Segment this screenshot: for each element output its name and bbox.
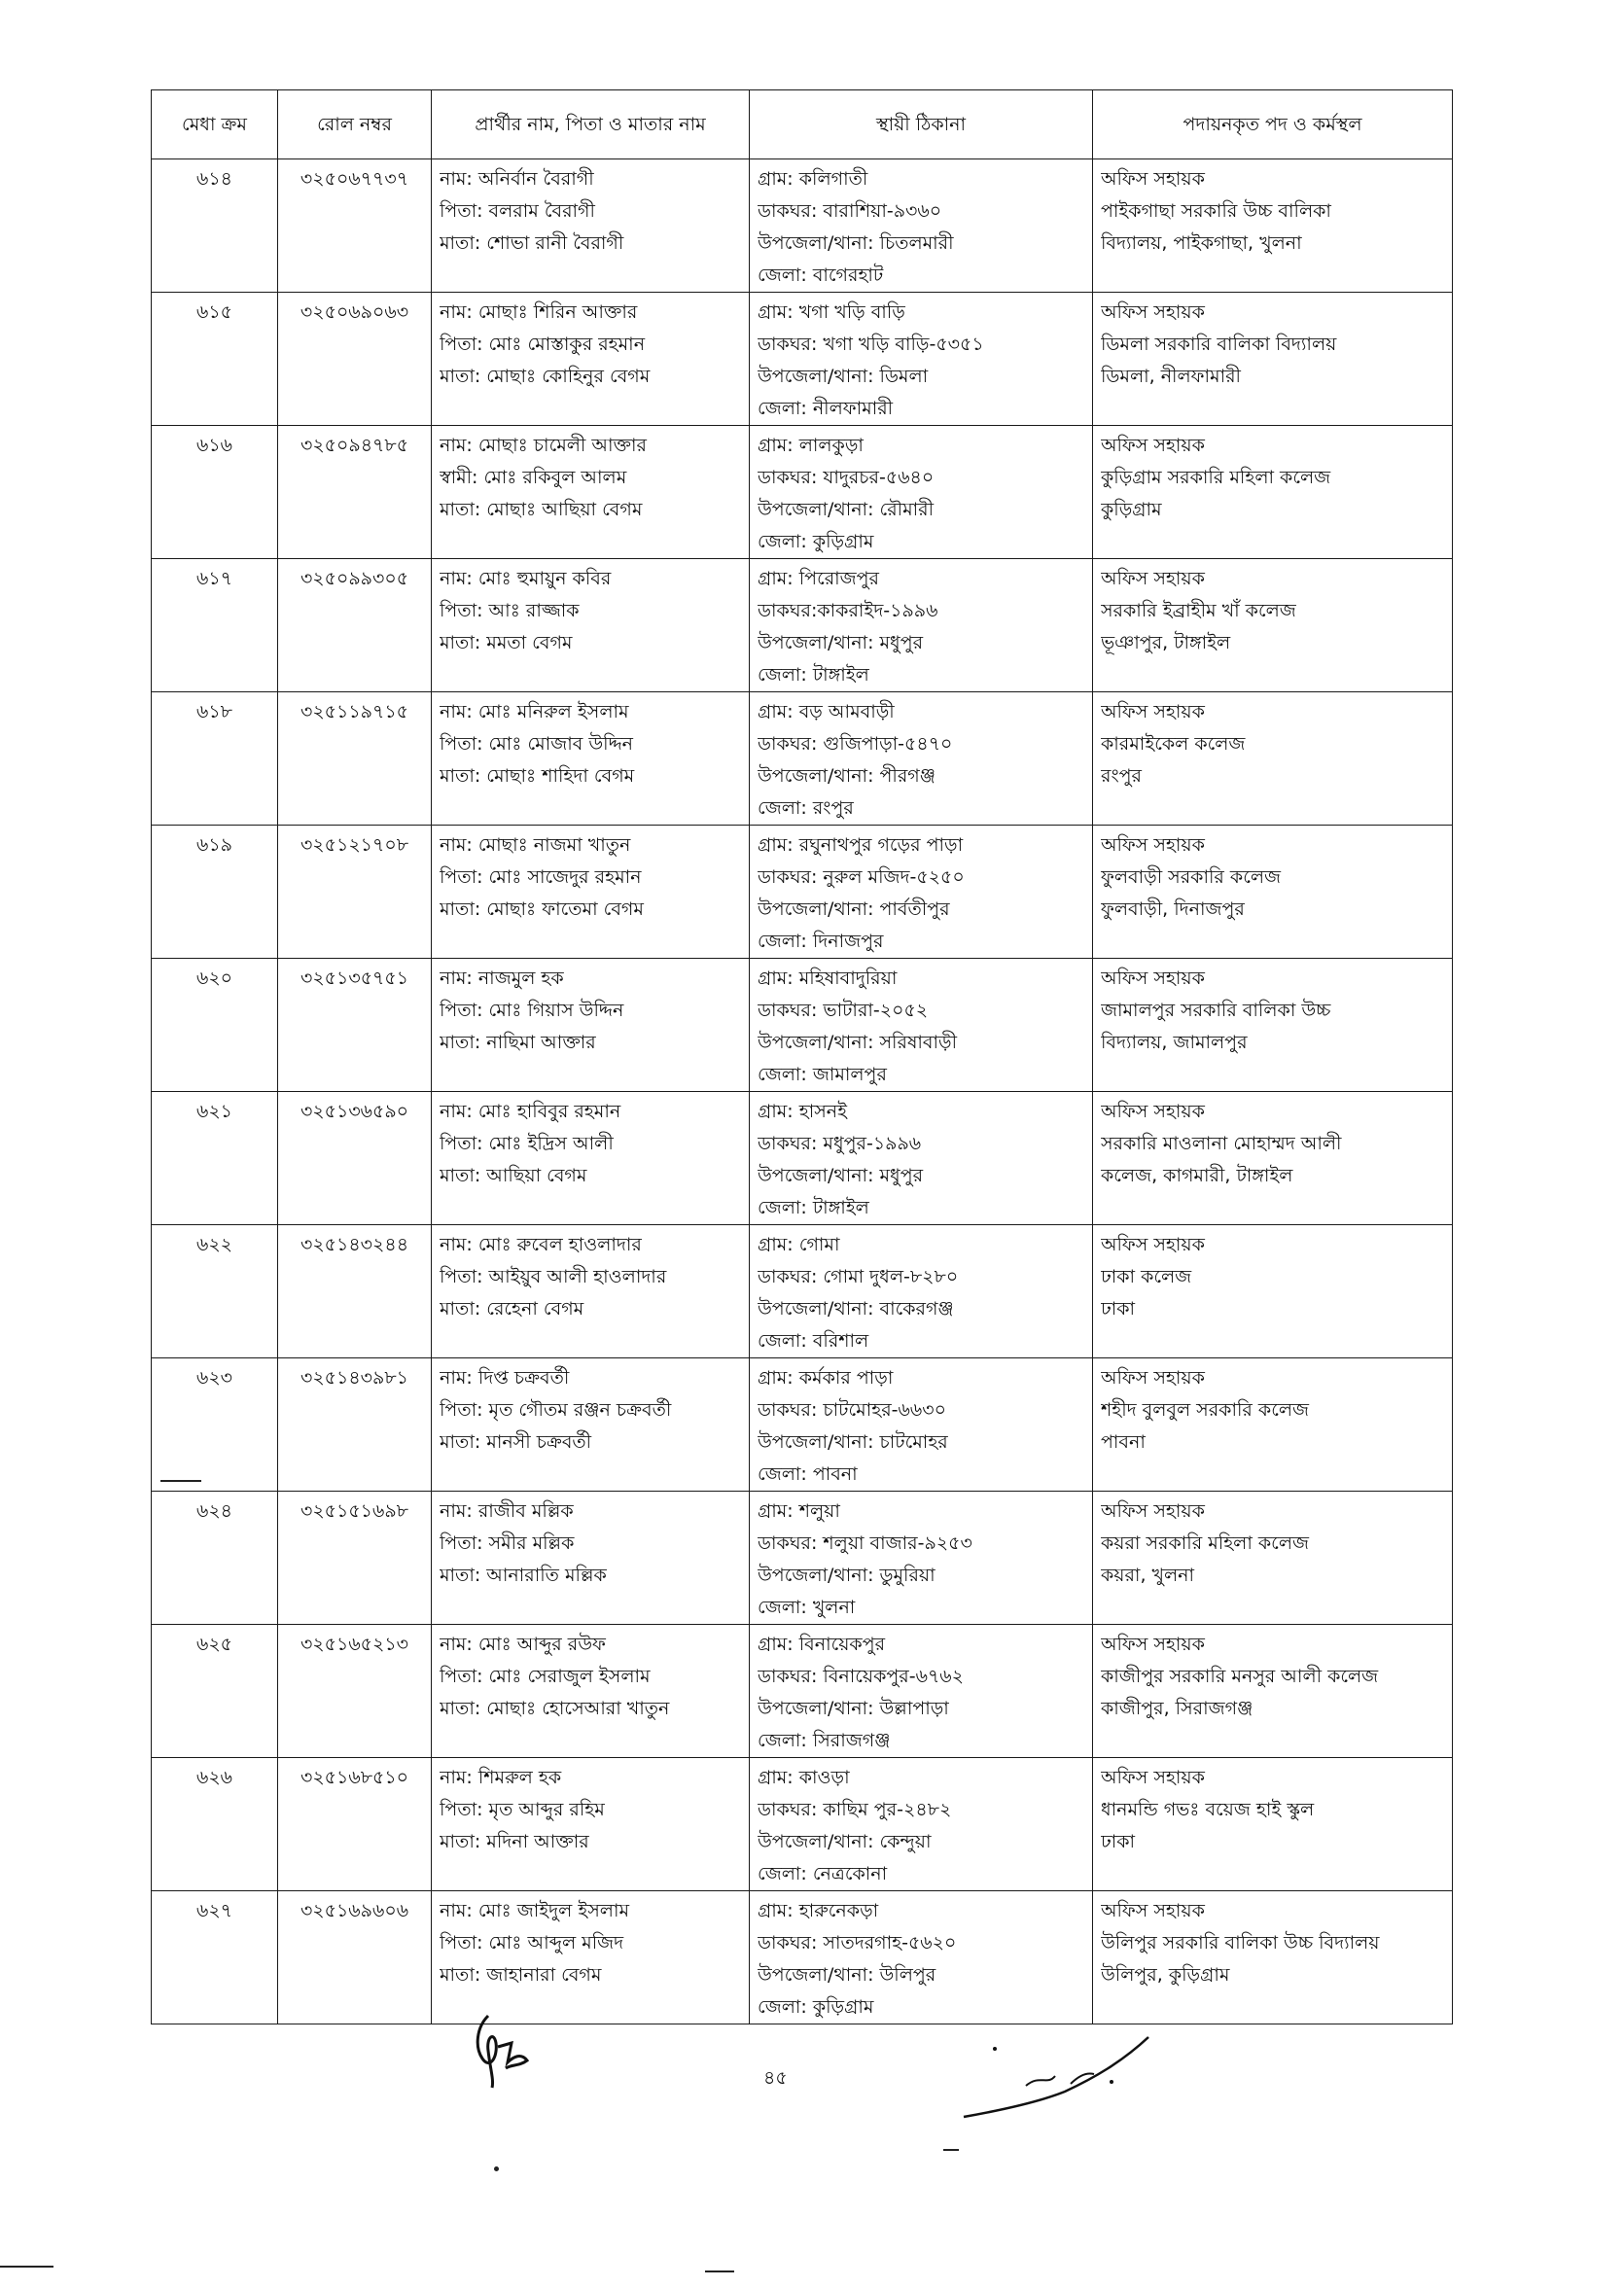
posting-line: ঢাকা কলেজ bbox=[1101, 1266, 1192, 1287]
address-line: গ্রাম: পিরোজপুর bbox=[758, 568, 880, 589]
address-line: উপজেলা/থানা: রৌমারী bbox=[758, 499, 935, 520]
permanent-address-cell bbox=[750, 1092, 1093, 1225]
address-line: ডাকঘর: কাছিম পুর-২৪৮২ bbox=[758, 1799, 952, 1820]
candidate-info-cell bbox=[432, 1891, 750, 2024]
address-line: জেলা: পাবনা bbox=[758, 1463, 858, 1485]
posting-line: অফিস সহায়ক bbox=[1101, 968, 1205, 989]
address-line: উপজেলা/থানা: বাকেরগঞ্জ bbox=[758, 1298, 954, 1320]
posting-line: পাইকগাছা সরকারি উচ্চ বালিকা bbox=[1101, 200, 1331, 222]
posting-cell bbox=[1093, 159, 1453, 293]
posting-line: জামালপুর সরকারি বালিকা উচ্চ bbox=[1101, 1000, 1331, 1021]
address-line: গ্রাম: বড় আমবাড়ী bbox=[758, 701, 895, 722]
person-line: পিতা: আঃ রাজ্জাক bbox=[440, 600, 580, 621]
roll-number-cell: ৩২৫০৬৯০৬৩ bbox=[278, 293, 432, 426]
merit-rank-cell: ৬২৪ bbox=[152, 1492, 278, 1625]
person-line: পিতা: মোঃ মোজাব উদ্দিন bbox=[440, 733, 634, 755]
posting-cell bbox=[1093, 1891, 1453, 2024]
posting-line: শহীদ বুলবুল সরকারি কলেজ bbox=[1101, 1399, 1309, 1421]
permanent-address-cell bbox=[750, 293, 1093, 426]
person-line: নাম: মোঃ হুমায়ুন কবির bbox=[440, 568, 612, 589]
candidate-info-cell bbox=[432, 559, 750, 692]
posting-line: ডিমলা, নীলফামারী bbox=[1101, 366, 1241, 387]
address-line: ডাকঘর: গোমা দুধল-৮২৮০ bbox=[758, 1266, 959, 1287]
permanent-address-cell bbox=[750, 959, 1093, 1092]
table-row bbox=[152, 426, 1453, 559]
posting-line: ডিমলা সরকারি বালিকা বিদ্যালয় bbox=[1101, 334, 1337, 355]
scan-mark bbox=[0, 2266, 53, 2268]
address-line: ডাকঘর: মধুপুর-১৯৯৬ bbox=[758, 1133, 922, 1154]
address-line: গ্রাম: হাসনই bbox=[758, 1101, 847, 1122]
table-row bbox=[152, 692, 1453, 826]
candidate-info-cell bbox=[432, 1092, 750, 1225]
table-row bbox=[152, 959, 1453, 1092]
header-address: স্থায়ী ঠিকানা bbox=[750, 90, 1093, 159]
page-number: ৪৫ bbox=[763, 2067, 788, 2089]
person-line: পিতা: মোঃ সেরাজুল ইসলাম bbox=[440, 1666, 651, 1687]
candidate-info-cell bbox=[432, 426, 750, 559]
person-line: নাম: মোছাঃ শিরিন আক্তার bbox=[440, 301, 638, 323]
address-line: ডাকঘর: যাদুরচর-৫৬৪০ bbox=[758, 467, 935, 488]
permanent-address-cell bbox=[750, 692, 1093, 826]
posting-line: কাজীপুর সরকারি মনসুর আলী কলেজ bbox=[1101, 1666, 1379, 1687]
person-line: পিতা: মৃত গৌতম রঞ্জন চক্রবর্তী bbox=[440, 1399, 672, 1421]
permanent-address-cell bbox=[750, 1358, 1093, 1492]
address-line: ডাকঘর:কাকরাইদ-১৯৯৬ bbox=[758, 600, 938, 621]
posting-line: অফিস সহায়ক bbox=[1101, 1101, 1205, 1122]
person-line: পিতা: মোঃ আব্দুল মজিদ bbox=[440, 1932, 624, 1954]
address-line: ডাকঘর: খগা খড়ি বাড়ি-৫৩৫১ bbox=[758, 334, 984, 355]
merit-rank-cell: ৬২২ bbox=[152, 1225, 278, 1358]
posting-line: কাজীপুর, সিরাজগঞ্জ bbox=[1101, 1698, 1253, 1719]
posting-line: অফিস সহায়ক bbox=[1101, 435, 1205, 456]
person-line: মাতা: মোছাঃ আছিয়া বেগম bbox=[440, 499, 643, 520]
table-row bbox=[152, 159, 1453, 293]
person-line: পিতা: মোঃ সাজেদুর রহমান bbox=[440, 866, 642, 888]
person-line: মাতা: শোভা রানী বৈরাগী bbox=[440, 232, 624, 254]
table-row bbox=[152, 1625, 1453, 1758]
table-body bbox=[152, 159, 1453, 2024]
person-line: নাম: মোঃ মনিরুল ইসলাম bbox=[440, 701, 629, 722]
posting-cell bbox=[1093, 1492, 1453, 1625]
person-line: মাতা: আনারাতি মল্লিক bbox=[440, 1565, 607, 1586]
posting-line: কারমাইকেল কলেজ bbox=[1101, 733, 1246, 755]
posting-line: কুড়িগ্রাম bbox=[1101, 499, 1162, 520]
address-line: উপজেলা/থানা: উল্লাপাড়া bbox=[758, 1698, 949, 1719]
posting-line: ধানমন্ডি গভঃ বয়েজ হাই স্কুল bbox=[1101, 1799, 1315, 1820]
candidate-info-cell bbox=[432, 959, 750, 1092]
candidate-info-cell bbox=[432, 1225, 750, 1358]
roll-number-cell: ৩২৫১৩৫৭৫১ bbox=[278, 959, 432, 1092]
roll-number-cell: ৩২৫০৯৪৭৮৫ bbox=[278, 426, 432, 559]
posting-line: অফিস সহায়ক bbox=[1101, 1767, 1205, 1788]
address-line: ডাকঘর: বিনায়েকপুর-৬৭৬২ bbox=[758, 1666, 965, 1687]
posting-line: উলিপুর, কুড়িগ্রাম bbox=[1101, 1964, 1230, 1986]
posting-line: ফুলবাড়ী সরকারি কলেজ bbox=[1101, 866, 1281, 888]
merit-list-table bbox=[151, 89, 1453, 2024]
header-posting: পদায়নকৃত পদ ও কর্মস্থল bbox=[1093, 90, 1453, 159]
posting-line: অফিস সহায়ক bbox=[1101, 168, 1205, 190]
permanent-address-cell bbox=[750, 559, 1093, 692]
posting-line: অফিস সহায়ক bbox=[1101, 1367, 1205, 1389]
address-line: ডাকঘর: গুজিপাড়া-৫৪৭০ bbox=[758, 733, 953, 755]
table-row bbox=[152, 1092, 1453, 1225]
address-line: গ্রাম: খগা খড়ি বাড়ি bbox=[758, 301, 905, 323]
permanent-address-cell bbox=[750, 159, 1093, 293]
scan-mark bbox=[943, 2149, 959, 2151]
address-line: উপজেলা/থানা: কেন্দুয়া bbox=[758, 1831, 932, 1852]
person-line: নাম: নাজমুল হক bbox=[440, 968, 564, 989]
person-line: পিতা: মোঃ ইদ্রিস আলী bbox=[440, 1133, 614, 1154]
permanent-address-cell bbox=[750, 426, 1093, 559]
address-line: ডাকঘর: নুরুল মজিদ-৫২৫০ bbox=[758, 866, 965, 888]
person-line: নাম: মোঃ হাবিবুর রহমান bbox=[440, 1101, 621, 1122]
person-line: মাতা: জাহানারা বেগম bbox=[440, 1964, 602, 1986]
permanent-address-cell bbox=[750, 826, 1093, 959]
person-line: মাতা: মোছাঃ শাহিদা বেগম bbox=[440, 765, 635, 787]
table-row bbox=[152, 1492, 1453, 1625]
candidate-info-cell bbox=[432, 1758, 750, 1891]
candidate-info-cell bbox=[432, 1358, 750, 1492]
scan-mark bbox=[494, 2166, 499, 2171]
person-line: নাম: মোছাঃ চামেলী আক্তার bbox=[440, 435, 647, 456]
candidate-info-cell bbox=[432, 826, 750, 959]
roll-number-cell: ৩২৫১৪৩৯৮১ bbox=[278, 1358, 432, 1492]
roll-number-cell: ৩২৫১১৯৭১৫ bbox=[278, 692, 432, 826]
address-line: জেলা: সিরাজগঞ্জ bbox=[758, 1730, 891, 1751]
address-line: গ্রাম: শলুয়া bbox=[758, 1500, 840, 1522]
posting-cell bbox=[1093, 1225, 1453, 1358]
person-line: নাম: মোছাঃ নাজমা খাতুন bbox=[440, 834, 631, 856]
posting-cell bbox=[1093, 959, 1453, 1092]
header-person: প্রার্থীর নাম, পিতা ও মাতার নাম bbox=[432, 90, 750, 159]
posting-line: কুড়িগ্রাম সরকারি মহিলা কলেজ bbox=[1101, 467, 1331, 488]
posting-cell bbox=[1093, 1358, 1453, 1492]
person-line: নাম: মোঃ জাইদুল ইসলাম bbox=[440, 1900, 630, 1921]
address-line: ডাকঘর: বারাশিয়া-৯৩৬০ bbox=[758, 200, 942, 222]
address-line: ডাকঘর: শলুয়া বাজার-৯২৫৩ bbox=[758, 1532, 972, 1554]
posting-cell bbox=[1093, 692, 1453, 826]
address-line: জেলা: টাঙ্গাইল bbox=[758, 664, 869, 686]
table-row bbox=[152, 1225, 1453, 1358]
merit-rank-cell: ৬২৬ bbox=[152, 1758, 278, 1891]
address-line: ডাকঘর: ভাটারা-২০৫২ bbox=[758, 1000, 929, 1021]
merit-rank-cell: ৬২৫ bbox=[152, 1625, 278, 1758]
posting-line: অফিস সহায়ক bbox=[1101, 1500, 1205, 1522]
posting-line: অফিস সহায়ক bbox=[1101, 1634, 1205, 1655]
address-line: উপজেলা/থানা: সরিষাবাড়ী bbox=[758, 1032, 958, 1053]
person-line: নাম: মোঃ রুবেল হাওলাদার bbox=[440, 1234, 642, 1255]
address-line: জেলা: নীলফামারী bbox=[758, 398, 894, 419]
roll-number-cell: ৩২৫০৬৭৭৩৭ bbox=[278, 159, 432, 293]
address-line: জেলা: বাগেরহাট bbox=[758, 264, 884, 286]
posting-line: ঢাকা bbox=[1101, 1298, 1136, 1320]
permanent-address-cell bbox=[750, 1758, 1093, 1891]
address-line: উপজেলা/থানা: চিতলমারী bbox=[758, 232, 954, 254]
address-line: গ্রাম: মহিষাবাদুরিয়া bbox=[758, 968, 898, 989]
permanent-address-cell bbox=[750, 1225, 1093, 1358]
address-line: গ্রাম: বিনায়েকপুর bbox=[758, 1634, 886, 1655]
address-line: জেলা: জামালপুর bbox=[758, 1064, 887, 1085]
posting-cell bbox=[1093, 559, 1453, 692]
permanent-address-cell bbox=[750, 1492, 1093, 1625]
roll-number-cell: ৩২৫১৩৬৫৯০ bbox=[278, 1092, 432, 1225]
merit-rank-cell: ৬১৬ bbox=[152, 426, 278, 559]
address-line: জেলা: খুলনা bbox=[758, 1597, 856, 1618]
person-line: মাতা: মোছাঃ ফাতেমা বেগম bbox=[440, 898, 644, 920]
roll-number-cell: ৩২৫১২১৭০৮ bbox=[278, 826, 432, 959]
candidate-info-cell bbox=[432, 1625, 750, 1758]
roll-number-cell: ৩২৫১৪৩২৪৪ bbox=[278, 1225, 432, 1358]
posting-line: অফিস সহায়ক bbox=[1101, 701, 1205, 722]
person-line: মাতা: আছিয়া বেগম bbox=[440, 1165, 587, 1186]
table-row bbox=[152, 559, 1453, 692]
person-line: মাতা: মানসী চক্রবর্তী bbox=[440, 1431, 592, 1453]
merit-list-sheet bbox=[151, 89, 1452, 2024]
merit-rank-cell: ৬২৩ bbox=[152, 1358, 278, 1492]
header-roll: রোল নম্বর bbox=[278, 90, 432, 159]
person-line: পিতা: মৃত আব্দুর রহিম bbox=[440, 1799, 605, 1820]
person-line: স্বামী: মোঃ রকিবুল আলম bbox=[440, 467, 627, 488]
candidate-info-cell bbox=[432, 293, 750, 426]
posting-line: উলিপুর সরকারি বালিকা উচ্চ বিদ্যালয় bbox=[1101, 1932, 1380, 1954]
address-line: উপজেলা/থানা: পীরগঞ্জ bbox=[758, 765, 936, 787]
candidate-info-cell bbox=[432, 692, 750, 826]
candidate-info-cell bbox=[432, 1492, 750, 1625]
posting-line: ফুলবাড়ী, দিনাজপুর bbox=[1101, 898, 1245, 920]
permanent-address-cell bbox=[750, 1891, 1093, 2024]
merit-rank-cell: ৬১৮ bbox=[152, 692, 278, 826]
address-line: ডাকঘর: চাটমোহর-৬৬৩০ bbox=[758, 1399, 946, 1421]
person-line: নাম: অনির্বান বৈরাগী bbox=[440, 168, 594, 190]
merit-rank-cell: ৬২০ bbox=[152, 959, 278, 1092]
address-line: গ্রাম: কর্মকার পাড়া bbox=[758, 1367, 894, 1389]
address-line: গ্রাম: রঘুনাথপুর গড়ের পাড়া bbox=[758, 834, 964, 856]
posting-cell bbox=[1093, 1625, 1453, 1758]
header-merit: মেধা ক্রম bbox=[152, 90, 278, 159]
permanent-address-cell bbox=[750, 1625, 1093, 1758]
address-line: গ্রাম: হারুনেকড়া bbox=[758, 1900, 879, 1921]
address-line: গ্রাম: লালকুড়া bbox=[758, 435, 864, 456]
posting-line: অফিস সহায়ক bbox=[1101, 301, 1205, 323]
person-line: পিতা: আইয়ুব আলী হাওলাদার bbox=[440, 1266, 667, 1287]
candidate-info-cell bbox=[432, 159, 750, 293]
scan-mark bbox=[705, 2270, 734, 2272]
roll-number-cell: ৩২৫১৬৮৫১০ bbox=[278, 1758, 432, 1891]
address-line: ডাকঘর: সাতদরগাহ-৫৬২০ bbox=[758, 1932, 957, 1954]
person-line: মাতা: মোছাঃ হোসেআরা খাতুন bbox=[440, 1698, 670, 1719]
table-row bbox=[152, 826, 1453, 959]
address-line: জেলা: বরিশাল bbox=[758, 1330, 869, 1352]
posting-line: অফিস সহায়ক bbox=[1101, 1234, 1205, 1255]
table-header-row bbox=[152, 90, 1453, 159]
posting-line: সরকারি মাওলানা মোহাম্মদ আলী bbox=[1101, 1133, 1342, 1154]
posting-line: বিদ্যালয়, পাইকগাছা, খুলনা bbox=[1101, 232, 1302, 254]
address-line: উপজেলা/থানা: মধুপুর bbox=[758, 1165, 924, 1186]
person-line: মাতা: নাছিমা আক্তার bbox=[440, 1032, 596, 1053]
address-line: জেলা: দিনাজপুর bbox=[758, 931, 884, 952]
person-line: পিতা: বলরাম বৈরাগী bbox=[440, 200, 595, 222]
person-line: পিতা: মোঃ গিয়াস উদ্দিন bbox=[440, 1000, 624, 1021]
address-line: জেলা: টাঙ্গাইল bbox=[758, 1197, 869, 1218]
table-row bbox=[152, 293, 1453, 426]
address-line: জেলা: কুড়িগ্রাম bbox=[758, 1996, 874, 2018]
address-line: গ্রাম: কলিগাতী bbox=[758, 168, 868, 190]
address-line: উপজেলা/থানা: মধুপুর bbox=[758, 632, 924, 653]
posting-cell bbox=[1093, 293, 1453, 426]
posting-cell bbox=[1093, 1758, 1453, 1891]
roll-number-cell: ৩২৫১৬৯৬০৬ bbox=[278, 1891, 432, 2024]
person-line: মাতা: মোছাঃ কোহিনুর বেগম bbox=[440, 366, 651, 387]
merit-rank-cell: ৬১৭ bbox=[152, 559, 278, 692]
roll-number-cell: ৩২৫১৫১৬৯৮ bbox=[278, 1492, 432, 1625]
merit-rank-cell: ৬১৯ bbox=[152, 826, 278, 959]
posting-line: পাবনা bbox=[1101, 1431, 1146, 1453]
address-line: গ্রাম: গোমা bbox=[758, 1234, 840, 1255]
address-line: উপজেলা/থানা: চাটমোহর bbox=[758, 1431, 948, 1453]
person-line: মাতা: মদিনা আক্তার bbox=[440, 1831, 589, 1852]
table-row bbox=[152, 1891, 1453, 2024]
posting-line: সরকারি ইব্রাহীম খাঁ কলেজ bbox=[1101, 600, 1296, 621]
merit-rank-cell: ৬২৭ bbox=[152, 1891, 278, 2024]
posting-line: কলেজ, কাগমারী, টাঙ্গাইল bbox=[1101, 1165, 1293, 1186]
address-line: উপজেলা/থানা: উলিপুর bbox=[758, 1964, 936, 1986]
posting-cell bbox=[1093, 1092, 1453, 1225]
signature-right bbox=[958, 2027, 1162, 2125]
posting-line: অফিস সহায়ক bbox=[1101, 568, 1205, 589]
address-line: জেলা: রংপুর bbox=[758, 797, 854, 819]
posting-line: কয়রা, খুলনা bbox=[1101, 1565, 1195, 1586]
person-line: পিতা: মোঃ মোস্তাকুর রহমান bbox=[440, 334, 646, 355]
person-line: নাম: মোঃ আব্দুর রউফ bbox=[440, 1634, 606, 1655]
roll-number-cell: ৩২৫১৬৫২১৩ bbox=[278, 1625, 432, 1758]
merit-rank-cell: ৬২১ bbox=[152, 1092, 278, 1225]
posting-cell bbox=[1093, 426, 1453, 559]
address-line: উপজেলা/থানা: ডুমুরিয়া bbox=[758, 1565, 936, 1586]
address-line: গ্রাম: কাওড়া bbox=[758, 1767, 850, 1788]
person-line: নাম: রাজীব মল্লিক bbox=[440, 1500, 574, 1522]
merit-rank-cell: ৬১৪ bbox=[152, 159, 278, 293]
posting-line: রংপুর bbox=[1101, 765, 1142, 787]
posting-line: ঢাকা bbox=[1101, 1831, 1136, 1852]
person-line: মাতা: মমতা বেগম bbox=[440, 632, 573, 653]
person-line: নাম: শিমরুল হক bbox=[440, 1767, 562, 1788]
posting-line: বিদ্যালয়, জামালপুর bbox=[1101, 1032, 1248, 1053]
person-line: মাতা: রেহেনা বেগম bbox=[440, 1298, 584, 1320]
table-row bbox=[152, 1358, 1453, 1492]
address-line: উপজেলা/থানা: পার্বতীপুর bbox=[758, 898, 950, 920]
merit-rank-cell: ৬১৫ bbox=[152, 293, 278, 426]
address-line: জেলা: নেত্রকোনা bbox=[758, 1863, 888, 1884]
table-row bbox=[152, 1758, 1453, 1891]
posting-line: কয়রা সরকারি মহিলা কলেজ bbox=[1101, 1532, 1309, 1554]
roll-number-cell: ৩২৫০৯৯৩০৫ bbox=[278, 559, 432, 692]
posting-line: অফিস সহায়ক bbox=[1101, 1900, 1205, 1921]
posting-line: অফিস সহায়ক bbox=[1101, 834, 1205, 856]
signature-left bbox=[469, 2008, 537, 2091]
scan-mark bbox=[160, 1480, 201, 1482]
posting-cell bbox=[1093, 826, 1453, 959]
address-line: উপজেলা/থানা: ডিমলা bbox=[758, 366, 929, 387]
address-line: জেলা: কুড়িগ্রাম bbox=[758, 531, 874, 552]
person-line: নাম: দিপ্ত চক্রবর্তী bbox=[440, 1367, 570, 1389]
person-line: পিতা: সমীর মল্লিক bbox=[440, 1532, 575, 1554]
posting-line: ভূঞাপুর, টাঙ্গাইল bbox=[1101, 632, 1231, 653]
